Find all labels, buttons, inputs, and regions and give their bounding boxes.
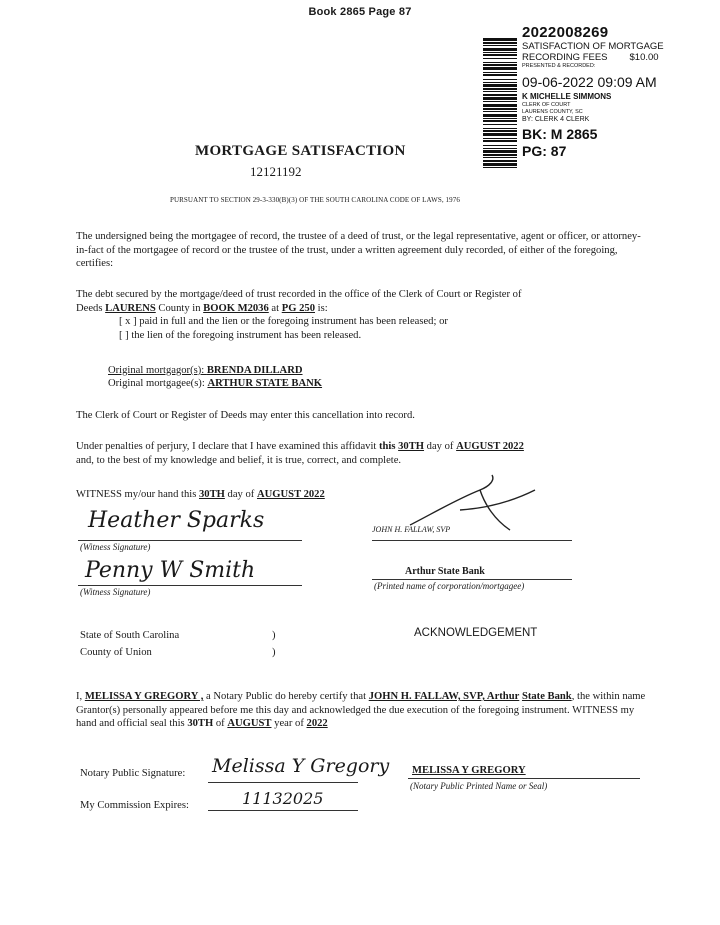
option-paid: [ x ] paid in full and the lien or the foregoing instrument has been released; or [119, 316, 448, 327]
stamp-datetime: 09-06-2022 09:09 AM [522, 74, 657, 90]
notary-signature-line [208, 782, 358, 783]
document-number: 12121192 [250, 164, 302, 179]
witness-line-2 [78, 585, 302, 586]
mortgagee-line: Original mortgagee(s): ARTHUR STATE BANK [108, 378, 323, 389]
stamp-fees: RECORDING FEES $10.00 [522, 52, 659, 63]
debt-paragraph: The debt secured by the mortgage/deed of trust recorded in the office of the Clerk of Court or Register of Deeds LAURENS County in BOOK M2036 at PG 250 is: [ x ] paid in full and the lien or the foregoing instrument has been released; or [ ] the lien of the foregoing instrument has been released. [76, 288, 646, 342]
cancellation-paragraph: The Clerk of Court or Register of Deeds may enter this cancellation into record. [76, 410, 415, 421]
corporation-name: Arthur State Bank [405, 566, 485, 577]
witness-line: WITNESS my/our hand this 30TH day of AUGUST 2022 [76, 489, 325, 500]
signer-name: JOHN H. FALLAW, SVP [372, 525, 451, 534]
stamp-clerk-county: LAURENS COUNTY, SC [522, 109, 583, 115]
paren-1: ) [272, 630, 276, 641]
commission-line [208, 810, 358, 811]
mortgagor-line: Original mortgagor(s): BRENDA DILLARD [108, 365, 303, 376]
stamp-presented: PRESENTED & RECORDED: [522, 63, 596, 69]
notary-printed-line [408, 778, 640, 779]
option-released: [ ] the lien of the foregoing instrument has been released. [119, 329, 362, 341]
stamp-clerk-title: CLERK OF COURT [522, 102, 571, 108]
acknowledgement-heading: ACKNOWLEDGEMENT [414, 627, 538, 639]
stamp-book: BK: M 2865 [522, 126, 598, 142]
notary-signature-label: Notary Public Signature: [80, 768, 186, 779]
witness-signature-2: Penny W Smith [85, 558, 256, 583]
commission-label: My Commission Expires: [80, 800, 189, 811]
county-line: County of Union [80, 647, 152, 658]
book-value: BOOK M2036 [203, 302, 269, 314]
notary-paragraph: I, MELISSA Y GREGORY , a Notary Public do hereby certify that JOHN H. FALLAW, SVP, Arthur State Bank, the within name Grantor(s) personally appeared before me this day and acknowledged the due execution of the foregoing instrument. WITNESS my hand and official seal this 30TH of AUGUST year of 2022 [76, 691, 646, 729]
page-value: PG 250 [281, 302, 315, 314]
stamp-clerk-name: K MICHELLE SIMMONS [522, 92, 612, 101]
state-line: State of South Carolina [80, 630, 180, 641]
instrument-number: 2022008269 [522, 24, 609, 41]
paren-2: ) [272, 647, 276, 658]
notary-signature: Melissa Y Gregory [212, 755, 390, 777]
witness-line-1 [78, 540, 302, 541]
certification-paragraph: The undersigned being the mortgagee of record, the trustee of a deed of trust, or the legal representative, agent or officer, or attorney-in-fact of the mortgagee of record or the trustee of the trust, under a written agreement duly recorded, of either of the foregoing, certifies: [76, 231, 641, 269]
recording-stamp [522, 24, 664, 160]
county-value: LAURENS [105, 302, 156, 314]
corporation-line [372, 579, 572, 580]
witness-signature-1: Heather Sparks [88, 508, 265, 533]
barcode [483, 38, 517, 168]
witness-label-1: (Witness Signature) [80, 542, 151, 552]
commission-expires-value: 11132025 [242, 789, 324, 808]
stamp-type: SATISFACTION OF MORTGAGE [522, 41, 664, 52]
perjury-paragraph: Under penalties of perjury, I declare that I have examined this affidavit this 30TH day of AUGUST 2022 and, to the best of my knowledge and belief, it is true, correct, and complete. [76, 441, 524, 466]
corporation-label: (Printed name of corporation/mortgagee) [374, 581, 525, 591]
witness-label-2: (Witness Signature) [80, 587, 151, 597]
stamp-page: PG: 87 [522, 143, 567, 159]
book-page-header: Book 2865 Page 87 [308, 6, 412, 18]
notary-printed-name: MELISSA Y GREGORY [412, 765, 526, 776]
signer-line [372, 540, 572, 541]
notary-printed-label: (Notary Public Printed Name or Seal) [410, 781, 548, 791]
document-title: MORTGAGE SATISFACTION [195, 143, 406, 159]
pursuant-line: PURSUANT TO SECTION 29-3-330(B)(3) OF THE SOUTH CAROLINA CODE OF LAWS, 1976 [170, 196, 460, 204]
stamp-by: BY: CLERK 4 CLERK [522, 116, 590, 123]
